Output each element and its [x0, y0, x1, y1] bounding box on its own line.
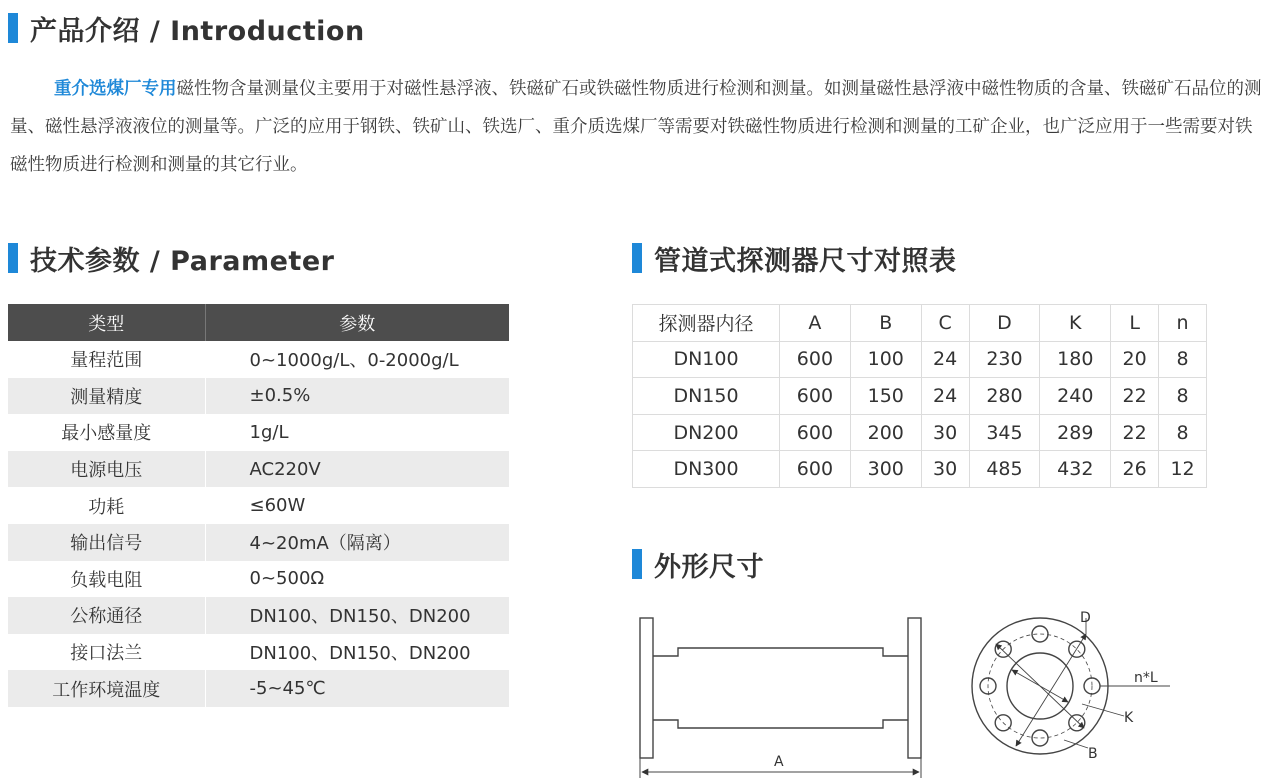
param-name: 最小感量度	[8, 414, 205, 451]
param-name: 输出信号	[8, 524, 205, 561]
dim-b-line	[1012, 670, 1068, 702]
param-value: AC220V	[205, 451, 509, 488]
size-cell: 22	[1111, 378, 1159, 415]
param-value: -5~45℃	[205, 670, 509, 707]
size-cell: 24	[921, 341, 969, 378]
table-row	[8, 597, 509, 634]
size-cell: 150	[850, 378, 921, 415]
param-name: 功耗	[8, 487, 205, 524]
param-value: DN100、DN150、DN200	[205, 597, 509, 634]
param-name: 工作环境温度	[8, 670, 205, 707]
size-cell: 30	[921, 414, 969, 451]
param-value: 1g/L	[205, 414, 509, 451]
size-cell: 600	[780, 341, 851, 378]
size-cell: DN150	[633, 378, 780, 415]
param-value: ±0.5%	[205, 378, 509, 415]
table-row	[633, 414, 1207, 451]
size-header-cell: B	[850, 305, 921, 342]
pipe-top-edge	[653, 648, 908, 656]
dim-d-label: D	[1080, 610, 1091, 626]
size-header-cell: A	[780, 305, 851, 342]
size-cell: 345	[969, 414, 1040, 451]
heading-accent-bar	[632, 549, 642, 579]
param-value: ≤60W	[205, 487, 509, 524]
param-value: 4~20mA（隔离）	[205, 524, 509, 561]
left-flange	[640, 618, 653, 758]
size-cell: 600	[780, 414, 851, 451]
table-row	[633, 451, 1207, 488]
dimension-drawing	[634, 600, 1194, 782]
parameter-header-type: 类型	[8, 304, 205, 341]
parameter-table	[8, 304, 509, 707]
size-cell: 12	[1159, 451, 1207, 488]
size-cell: 230	[969, 341, 1040, 378]
table-row	[8, 634, 509, 671]
intro-text: 磁性物含量测量仪主要用于对磁性悬浮液、铁磁矿石或铁磁性物质进行检测和测量。如测量磁性悬浮液中磁性物质的含量、铁磁矿石品位的测量、磁性悬浮液液位的测量等。广泛的应用于钢铁、铁矿山、铁选厂、重介质选煤厂等需要对铁磁性物质进行检测和测量的工矿企业，也广泛应用于一些需要对铁磁性物质进行检测和测量的其它行业。	[10, 79, 1262, 175]
intro-heading	[8, 10, 365, 46]
heading-accent-bar	[632, 243, 642, 273]
size-cell: 180	[1040, 341, 1111, 378]
parameter-heading	[8, 240, 334, 276]
table-row	[8, 378, 509, 415]
size-cell: 8	[1159, 414, 1207, 451]
size-header-cell: D	[969, 305, 1040, 342]
size-table	[632, 304, 1207, 488]
size-cell: 100	[850, 341, 921, 378]
size-cell: 289	[1040, 414, 1111, 451]
table-row	[8, 341, 509, 378]
size-cell: 600	[780, 451, 851, 488]
param-name: 量程范围	[8, 341, 205, 378]
table-row	[633, 378, 1207, 415]
table-row	[8, 524, 509, 561]
size-header-cell: C	[921, 305, 969, 342]
size-table-heading	[632, 240, 957, 276]
flange-front-view	[972, 618, 1170, 754]
size-cell: 300	[850, 451, 921, 488]
parameter-heading-text: 技术参数 / Parameter	[30, 245, 335, 277]
parameter-header-value: 参数	[205, 304, 509, 341]
table-row	[8, 487, 509, 524]
param-value: DN100、DN150、DN200	[205, 634, 509, 671]
size-table-header-row	[633, 305, 1207, 342]
size-cell: 485	[969, 451, 1040, 488]
size-cell: 280	[969, 378, 1040, 415]
table-row	[8, 561, 509, 598]
shape-heading	[632, 546, 764, 582]
size-cell: 30	[921, 451, 969, 488]
param-name: 接口法兰	[8, 634, 205, 671]
size-cell: 26	[1111, 451, 1159, 488]
right-flange	[908, 618, 921, 758]
dim-k-label: K	[1124, 710, 1134, 726]
size-cell: 240	[1040, 378, 1111, 415]
param-name: 公称通径	[8, 597, 205, 634]
size-cell: 8	[1159, 378, 1207, 415]
heading-accent-bar	[8, 243, 18, 273]
table-row	[8, 451, 509, 488]
param-value: 0~500Ω	[205, 561, 509, 598]
size-cell: 24	[921, 378, 969, 415]
param-name: 负载电阻	[8, 561, 205, 598]
shape-heading-text: 外形尺寸	[654, 551, 764, 583]
size-table-heading-text: 管道式探测器尺寸对照表	[654, 245, 957, 277]
size-cell: 8	[1159, 341, 1207, 378]
parameter-table-header-row	[8, 304, 509, 341]
intro-heading-text: 产品介绍 / Introduction	[30, 15, 365, 47]
size-cell: 432	[1040, 451, 1111, 488]
table-row	[8, 414, 509, 451]
size-cell: 22	[1111, 414, 1159, 451]
param-name: 电源电压	[8, 451, 205, 488]
size-cell: DN200	[633, 414, 780, 451]
bolt-hole	[1069, 715, 1085, 731]
param-name: 测量精度	[8, 378, 205, 415]
param-value: 0~1000g/L、0-2000g/L	[205, 341, 509, 378]
size-header-cell: 探测器内径	[633, 305, 780, 342]
dim-a-label: A	[774, 754, 784, 770]
size-header-cell: K	[1040, 305, 1111, 342]
leader-b	[1064, 740, 1088, 748]
intro-highlight: 重介选煤厂专用	[54, 79, 177, 99]
size-cell: 20	[1111, 341, 1159, 378]
size-cell: DN300	[633, 451, 780, 488]
intro-paragraph	[10, 70, 1262, 184]
table-row	[8, 670, 509, 707]
pipe-bottom-edge	[653, 720, 908, 728]
size-header-cell: n	[1159, 305, 1207, 342]
size-header-cell: L	[1111, 305, 1159, 342]
size-cell: 200	[850, 414, 921, 451]
table-row	[633, 341, 1207, 378]
leader-k	[1082, 704, 1124, 716]
size-cell: DN100	[633, 341, 780, 378]
size-cell: 600	[780, 378, 851, 415]
dim-b-label: B	[1088, 746, 1098, 762]
heading-accent-bar	[8, 13, 18, 43]
dim-nl-label: n*L	[1134, 670, 1158, 686]
dim-d-line	[1016, 634, 1086, 746]
